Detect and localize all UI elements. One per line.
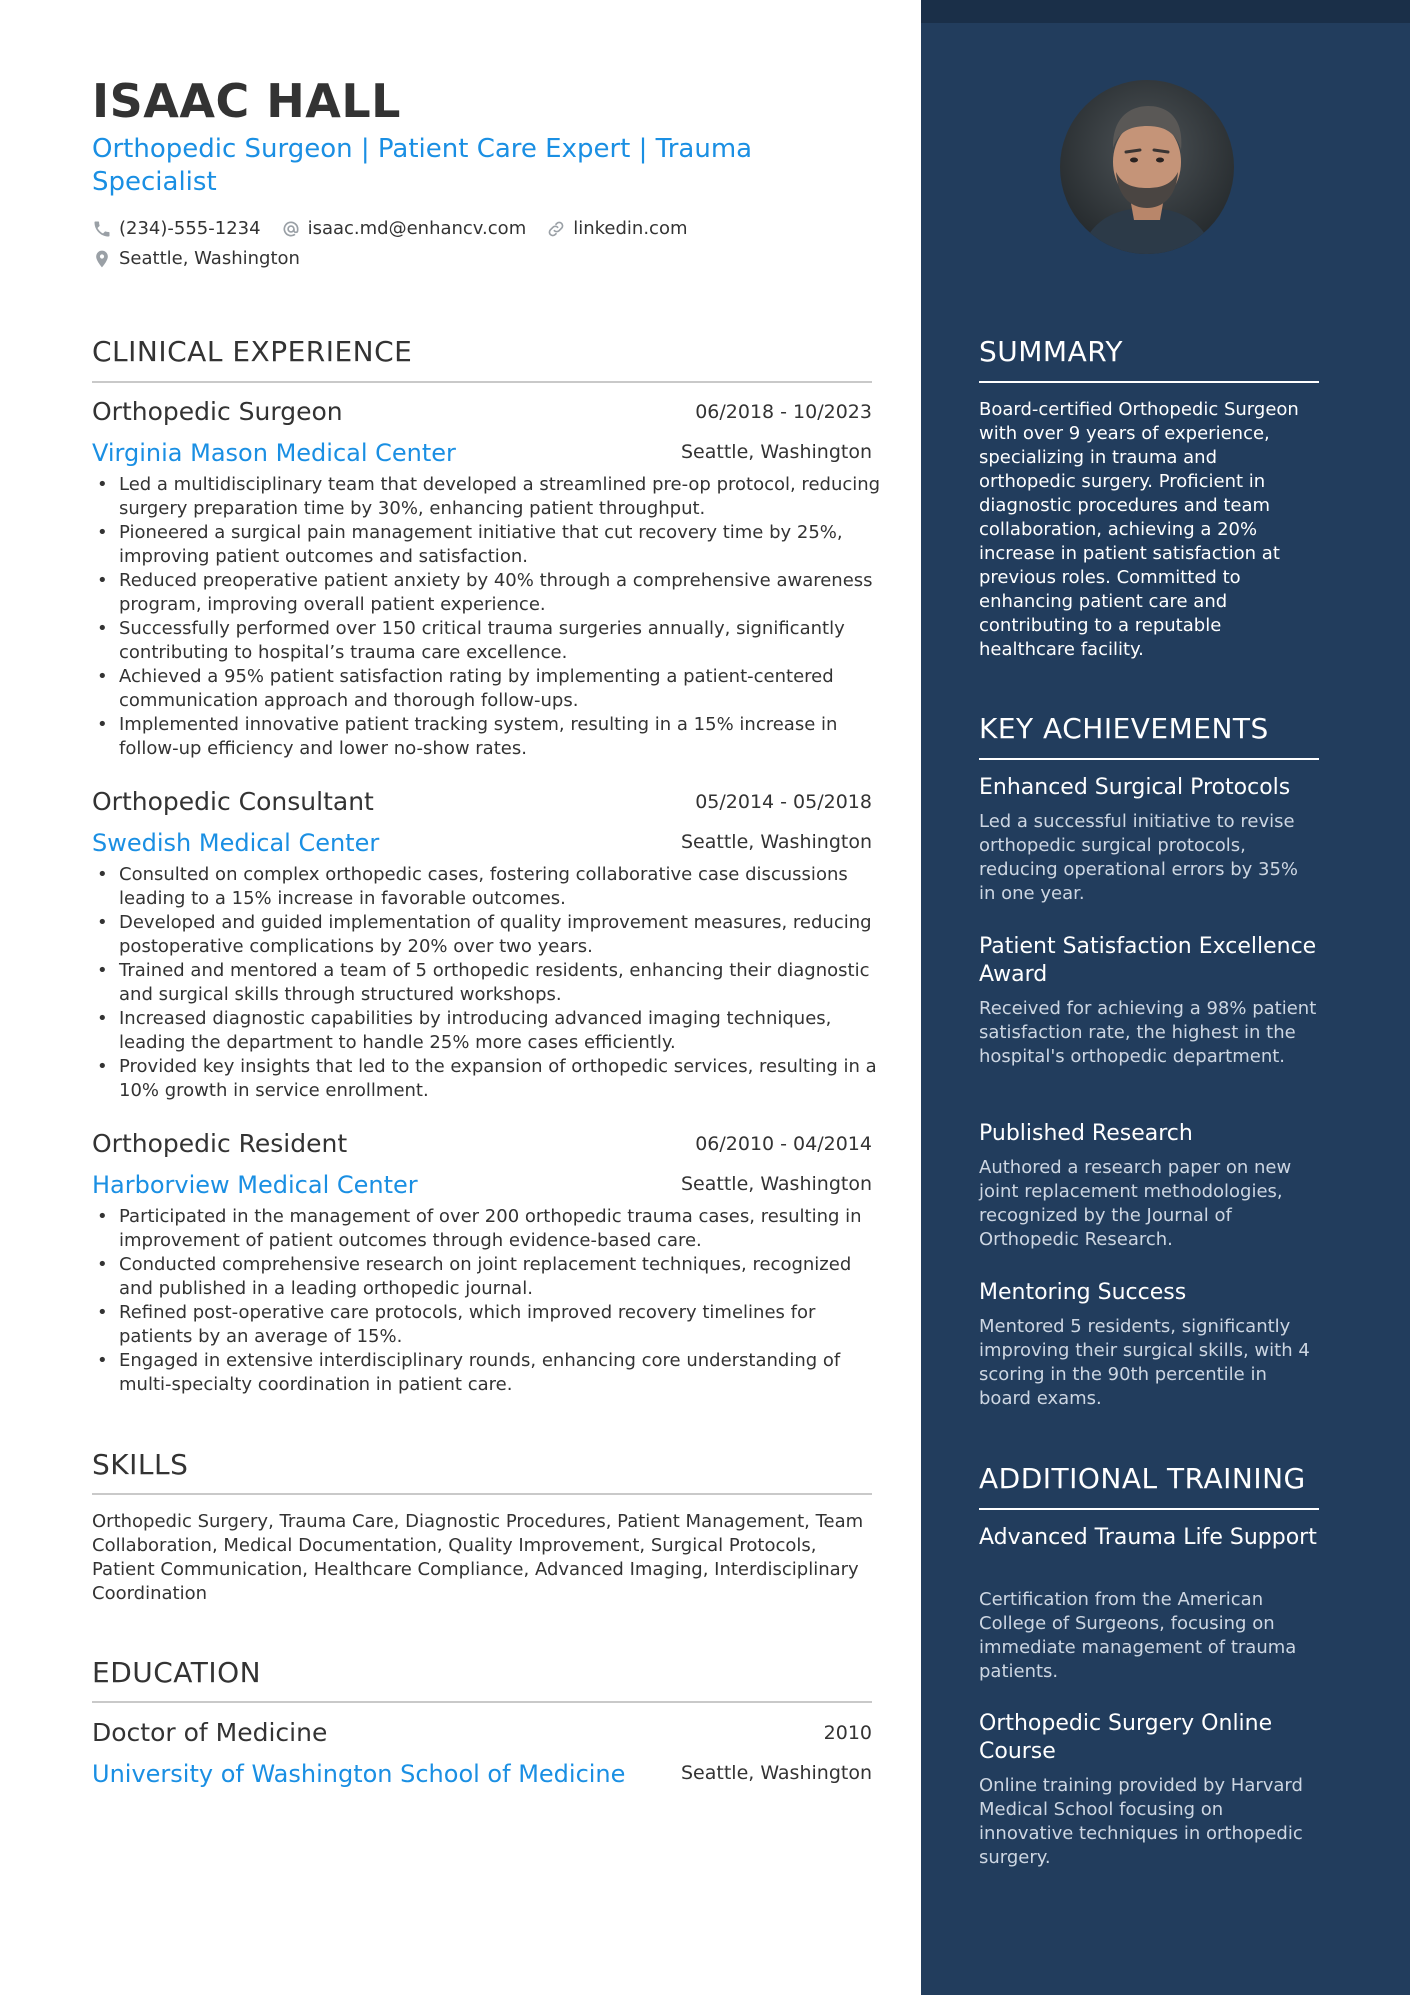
achievement-2-desc: Received for achieving a 98% patient satisfaction rate, the highest in the hospital's orthopedic department.: [979, 998, 1317, 1067]
achievement-3-title: Published Research: [979, 1121, 1193, 1146]
job-2-title: Orthopedic Consultant: [92, 787, 374, 816]
job-2-bullet: • Provided key insights that led to the expansion of orthopedic services, resulting in a 10% growth in service enrollment.: [92, 1055, 882, 1103]
experience-section-title: CLINICAL EXPERIENCE: [92, 335, 413, 368]
achievement-1-title: Enhanced Surgical Protocols: [979, 775, 1291, 800]
candidate-name: ISAAC HALL: [92, 74, 401, 128]
job-3-bullet: • Engaged in extensive interdisciplinary rounds, enhancing core understanding of multi-specialty coordination in patient care.: [92, 1349, 882, 1397]
skills-section-title: SKILLS: [92, 1448, 189, 1481]
job-1-company: Virginia Mason Medical Center: [92, 439, 456, 467]
job-1-bullet: • Reduced preoperative patient anxiety by 40% through a comprehensive awareness program, improving overall patient experience.: [92, 569, 882, 617]
training-2-title: Orthopedic Surgery Online Course: [979, 1711, 1273, 1764]
profile-photo-image: [1060, 80, 1234, 254]
achievement-2-title: Patient Satisfaction Excellence Award: [979, 934, 1317, 987]
profile-photo: [1060, 80, 1234, 254]
email-contact[interactable]: [281, 218, 527, 239]
job-2-bullet: • Consulted on complex orthopedic cases, fostering collaborative case discussions leading to a 15% increase in favorable outcomes.: [92, 863, 882, 911]
job-1-dates: 06/2018 - 10/2023: [695, 401, 872, 423]
achievements-section-title: KEY ACHIEVEMENTS: [979, 712, 1269, 745]
location-text: Seattle, Washington: [119, 248, 300, 269]
headline: Orthopedic Surgeon | Patient Care Expert | Trauma Specialist: [92, 134, 753, 197]
job-3-bullet: • Participated in the management of over 200 orthopedic trauma cases, resulting in improvement of patient outcomes through evidence-based care.: [92, 1205, 882, 1253]
job-1-title: Orthopedic Surgeon: [92, 397, 343, 426]
job-2-location: Seattle, Washington: [681, 831, 872, 853]
sidebar: [921, 0, 1410, 1995]
job-3-dates: 06/2010 - 04/2014: [695, 1133, 872, 1155]
job-1-bullet: • Pioneered a surgical pain management initiative that cut recovery time by 25%, improving patient outcomes and satisfaction.: [92, 521, 882, 569]
job-1-bullet: • Led a multidisciplinary team that developed a streamlined pre-op protocol, reducing surgery preparation time by 30%, enhancing patient throughput.: [92, 473, 882, 521]
contact-row-2: [92, 248, 320, 269]
achievement-1-desc: Led a successful initiative to revise orthopedic surgical protocols, reducing operational errors by 35% in one year.: [979, 811, 1299, 904]
at-icon: [281, 219, 301, 239]
job-3-company: Harborview Medical Center: [92, 1171, 418, 1199]
education-degree: Doctor of Medicine: [92, 1718, 328, 1747]
job-2-dates: 05/2014 - 05/2018: [695, 791, 872, 813]
job-3-location: Seattle, Washington: [681, 1173, 872, 1195]
phone-text: (234)-555-1234: [119, 218, 261, 239]
job-3-title: Orthopedic Resident: [92, 1129, 348, 1158]
education-section-title: EDUCATION: [92, 1656, 262, 1689]
job-1-bullet: • Successfully performed over 150 critical trauma surgeries annually, significantly contributing to hospital’s trauma care excellence.: [92, 617, 882, 665]
email-text[interactable]: isaac.md@enhancv.com: [307, 218, 527, 239]
achievement-4-title: Mentoring Success: [979, 1280, 1187, 1305]
education-location: Seattle, Washington: [681, 1762, 872, 1784]
summary-section-title: SUMMARY: [979, 335, 1124, 368]
job-3-bullets: [92, 1205, 882, 1397]
skills-list: Orthopedic Surgery, Trauma Care, Diagnostic Procedures, Patient Management, Team Collaboration, Medical Documentation, Quality Improvement, Surgical Protocols, Patient Communication, Healthcare Compliance, Advanced Imaging, Interdisciplinary Coordination: [92, 1511, 864, 1604]
summary-text: Board-certified Orthopedic Surgeon with over 9 years of experience, specializing in trauma and orthopedic surgery. Proficient in diagnostic procedures and team collaboration, achieving a 20% increase in patient satisfaction at previous roles. Committed to enhancing patient care and contributing to a reputable healthcare facility.: [979, 399, 1299, 660]
job-2-bullet: • Developed and guided implementation of quality improvement measures, reducing postoperative complications by 20% over two years.: [92, 911, 882, 959]
job-2-bullet: • Trained and mentored a team of 5 orthopedic residents, enhancing their diagnostic and surgical skills through structured workshops.: [92, 959, 882, 1007]
education-year: 2010: [823, 1722, 872, 1744]
training-1-title: Advanced Trauma Life Support: [979, 1525, 1317, 1550]
website-text[interactable]: linkedin.com: [573, 218, 688, 239]
job-1-location: Seattle, Washington: [681, 441, 872, 463]
job-1-bullet: • Implemented innovative patient tracking system, resulting in a 15% increase in follow-up efficiency and lower no-show rates.: [92, 713, 882, 761]
training-2-desc: Online training provided by Harvard Medical School focusing on innovative techniques in orthopedic surgery.: [979, 1775, 1303, 1868]
job-2-bullets: [92, 863, 882, 1103]
location-pin-icon: [92, 249, 112, 269]
achievement-4-desc: Mentored 5 residents, significantly improving their surgical skills, with 4 scoring in the 90th percentile in board exams.: [979, 1316, 1310, 1409]
training-section-title: ADDITIONAL TRAINING: [979, 1462, 1306, 1495]
skills-rule: [92, 1493, 872, 1495]
job-1-bullet: • Achieved a 95% patient satisfaction rating by implementing a patient-centered communication approach and thorough follow-ups.: [92, 665, 882, 713]
contact-row-1: [92, 218, 708, 239]
job-2-bullet: • Increased diagnostic capabilities by introducing advanced imaging techniques, leading the department to handle 25% more cases efficiently.: [92, 1007, 882, 1055]
phone-icon: [92, 219, 112, 239]
link-icon: [546, 219, 566, 239]
summary-rule: [979, 381, 1319, 383]
job-1-bullets: [92, 473, 882, 761]
job-3-bullet: • Refined post-operative care protocols, which improved recovery timelines for patients by an average of 15%.: [92, 1301, 882, 1349]
website-contact[interactable]: [546, 218, 687, 239]
location-contact: [92, 248, 300, 269]
sidebar-top-bar: [921, 0, 1410, 23]
phone-contact: [92, 218, 261, 239]
training-1-desc: Certification from the American College of Surgeons, focusing on immediate management of trauma patients.: [979, 1589, 1297, 1682]
training-rule: [979, 1508, 1319, 1510]
job-3-bullet: • Conducted comprehensive research on joint replacement techniques, recognized and published in a leading orthopedic journal.: [92, 1253, 882, 1301]
job-2-company: Swedish Medical Center: [92, 829, 380, 857]
education-rule: [92, 1701, 872, 1703]
experience-rule: [92, 381, 872, 383]
achievements-rule: [979, 758, 1319, 760]
achievement-3-desc: Authored a research paper on new joint replacement methodologies, recognized by the Journal of Orthopedic Research.: [979, 1157, 1292, 1250]
education-school: University of Washington School of Medicine: [92, 1760, 626, 1788]
